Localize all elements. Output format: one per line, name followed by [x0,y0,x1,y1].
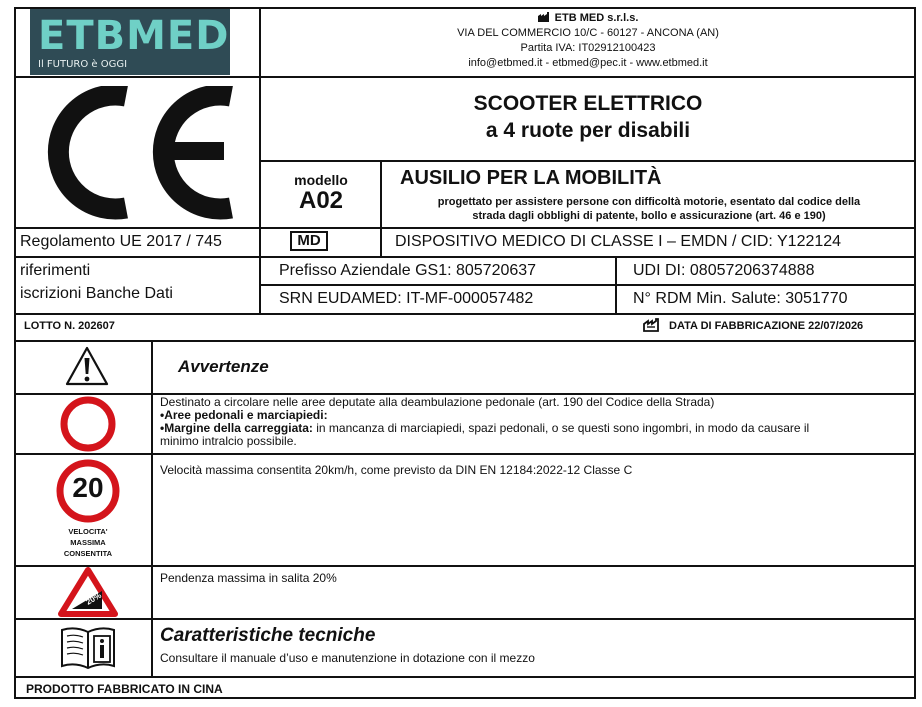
md-symbol: MD [290,231,328,251]
slope-sign-label: 20% [84,590,103,607]
srn-eudamed: SRN EUDAMED: IT-MF-000057482 [279,290,534,307]
manufacture-date: DATA DI FABBRICAZIONE 22/07/2026 [669,320,864,332]
title-line2: a 4 ruote per disabili [485,119,691,142]
slope-sign-icon [58,567,118,617]
divider [14,453,916,455]
divider [14,618,916,620]
speed-sign-caption-line1: VELOCITA' [68,527,108,536]
regulation-text: Regolamento UE 2017 / 745 [20,233,222,250]
warnings-heading: Avvertenze [178,357,269,376]
tech-heading: Caratteristiche tecniche [160,625,376,646]
speed-sign-caption [45,526,131,559]
registry-label-line1: riferimenti [20,262,91,279]
speed-text: Velocità massima consentita 20km/h, come previsto da DIN EN 12184:2022-12 Classe C [160,463,633,477]
manufacture-date-icon [643,318,661,332]
area-bullet2-line2: minimo intralcio possibile. [160,434,297,448]
divider [14,340,916,342]
area-bullet2-rest: in mancanza di marciapiedi, spazi pedonali, o se questi sono ingombri, in modo da causare il [312,421,810,435]
speed-limit-sign-icon [55,458,121,562]
slope-text: Pendenza massima in salita 20% [160,571,337,585]
company-info [262,11,914,71]
origin-text: PRODOTTO FABBRICATO IN CINA [26,682,223,696]
company-address: VIA DEL COMMERCIO 10/C - 60127 - ANCONA (AN) [457,27,719,39]
divider [14,676,916,678]
logo-brand: ETBMED [38,13,230,59]
tech-text: Consultare il manuale d’uso e manutenzione in dotazione con il mezzo [160,651,535,665]
divider [259,7,261,313]
divider [151,340,153,676]
title-line1: SCOOTER ELETTRICO [473,92,703,115]
no-vehicles-sign-icon [60,396,116,452]
divider [615,256,617,313]
speed-sign-number: 20 [72,472,104,503]
factory-icon [538,12,552,22]
company-name-text: ETB MED s.r.l.s. [554,12,639,24]
registry-label-line2: iscrizioni Banche Dati [20,285,173,302]
area-bullet1: •Aree pedonali e marciapiedi: [160,408,328,422]
divider [14,313,916,315]
model-label: modello [294,172,348,188]
product-title [262,90,914,144]
lot-number: LOTTO N. 202607 [24,320,115,332]
product-category: AUSILIO PER LA MOBILITÀ [400,167,662,189]
product-description-line2: strada dagli obblighi di patente, bollo e assicurazione (art. 46 e 190) [472,210,826,222]
divider [14,76,916,78]
model-value: A02 [298,187,344,214]
area-line1: Destinato a circolare nelle aree deputate alla deambulazione pedonale (art. 190 del Codice della Strada) [160,395,715,409]
warning-triangle-icon [64,345,110,387]
logo-tagline: Il FUTURO è OGGI [38,59,128,70]
company-contacts: info@etbmed.it - etbmed@pec.it - www.etbmed.it [468,57,708,69]
company-logo [30,9,230,75]
company-name [262,11,914,26]
gs1-prefix: Prefisso Aziendale GS1: 805720637 [279,262,537,279]
rdm-number: N° RDM Min. Salute: 3051770 [633,290,848,307]
device-class: DISPOSITIVO MEDICO DI CLASSE I – EMDN / CID: Y122124 [395,233,842,250]
company-vat: Partita IVA: IT02912100423 [520,42,656,54]
manual-info-icon [58,624,118,670]
product-description-line1: progettato per assistere persone con difficoltà motorie, esentato dal codice della [437,196,861,208]
divider [260,284,916,286]
divider [14,565,916,567]
udi-di: UDI DI: 08057206374888 [633,262,815,279]
divider [14,227,916,229]
ce-mark-icon [38,86,238,221]
divider [14,256,916,258]
divider [260,160,916,162]
speed-sign-caption-line2: MASSIMA [70,538,106,547]
area-bullet2-bold: •Margine della carreggiata: [160,421,313,435]
speed-sign-caption-line3: CONSENTITA [63,549,113,558]
